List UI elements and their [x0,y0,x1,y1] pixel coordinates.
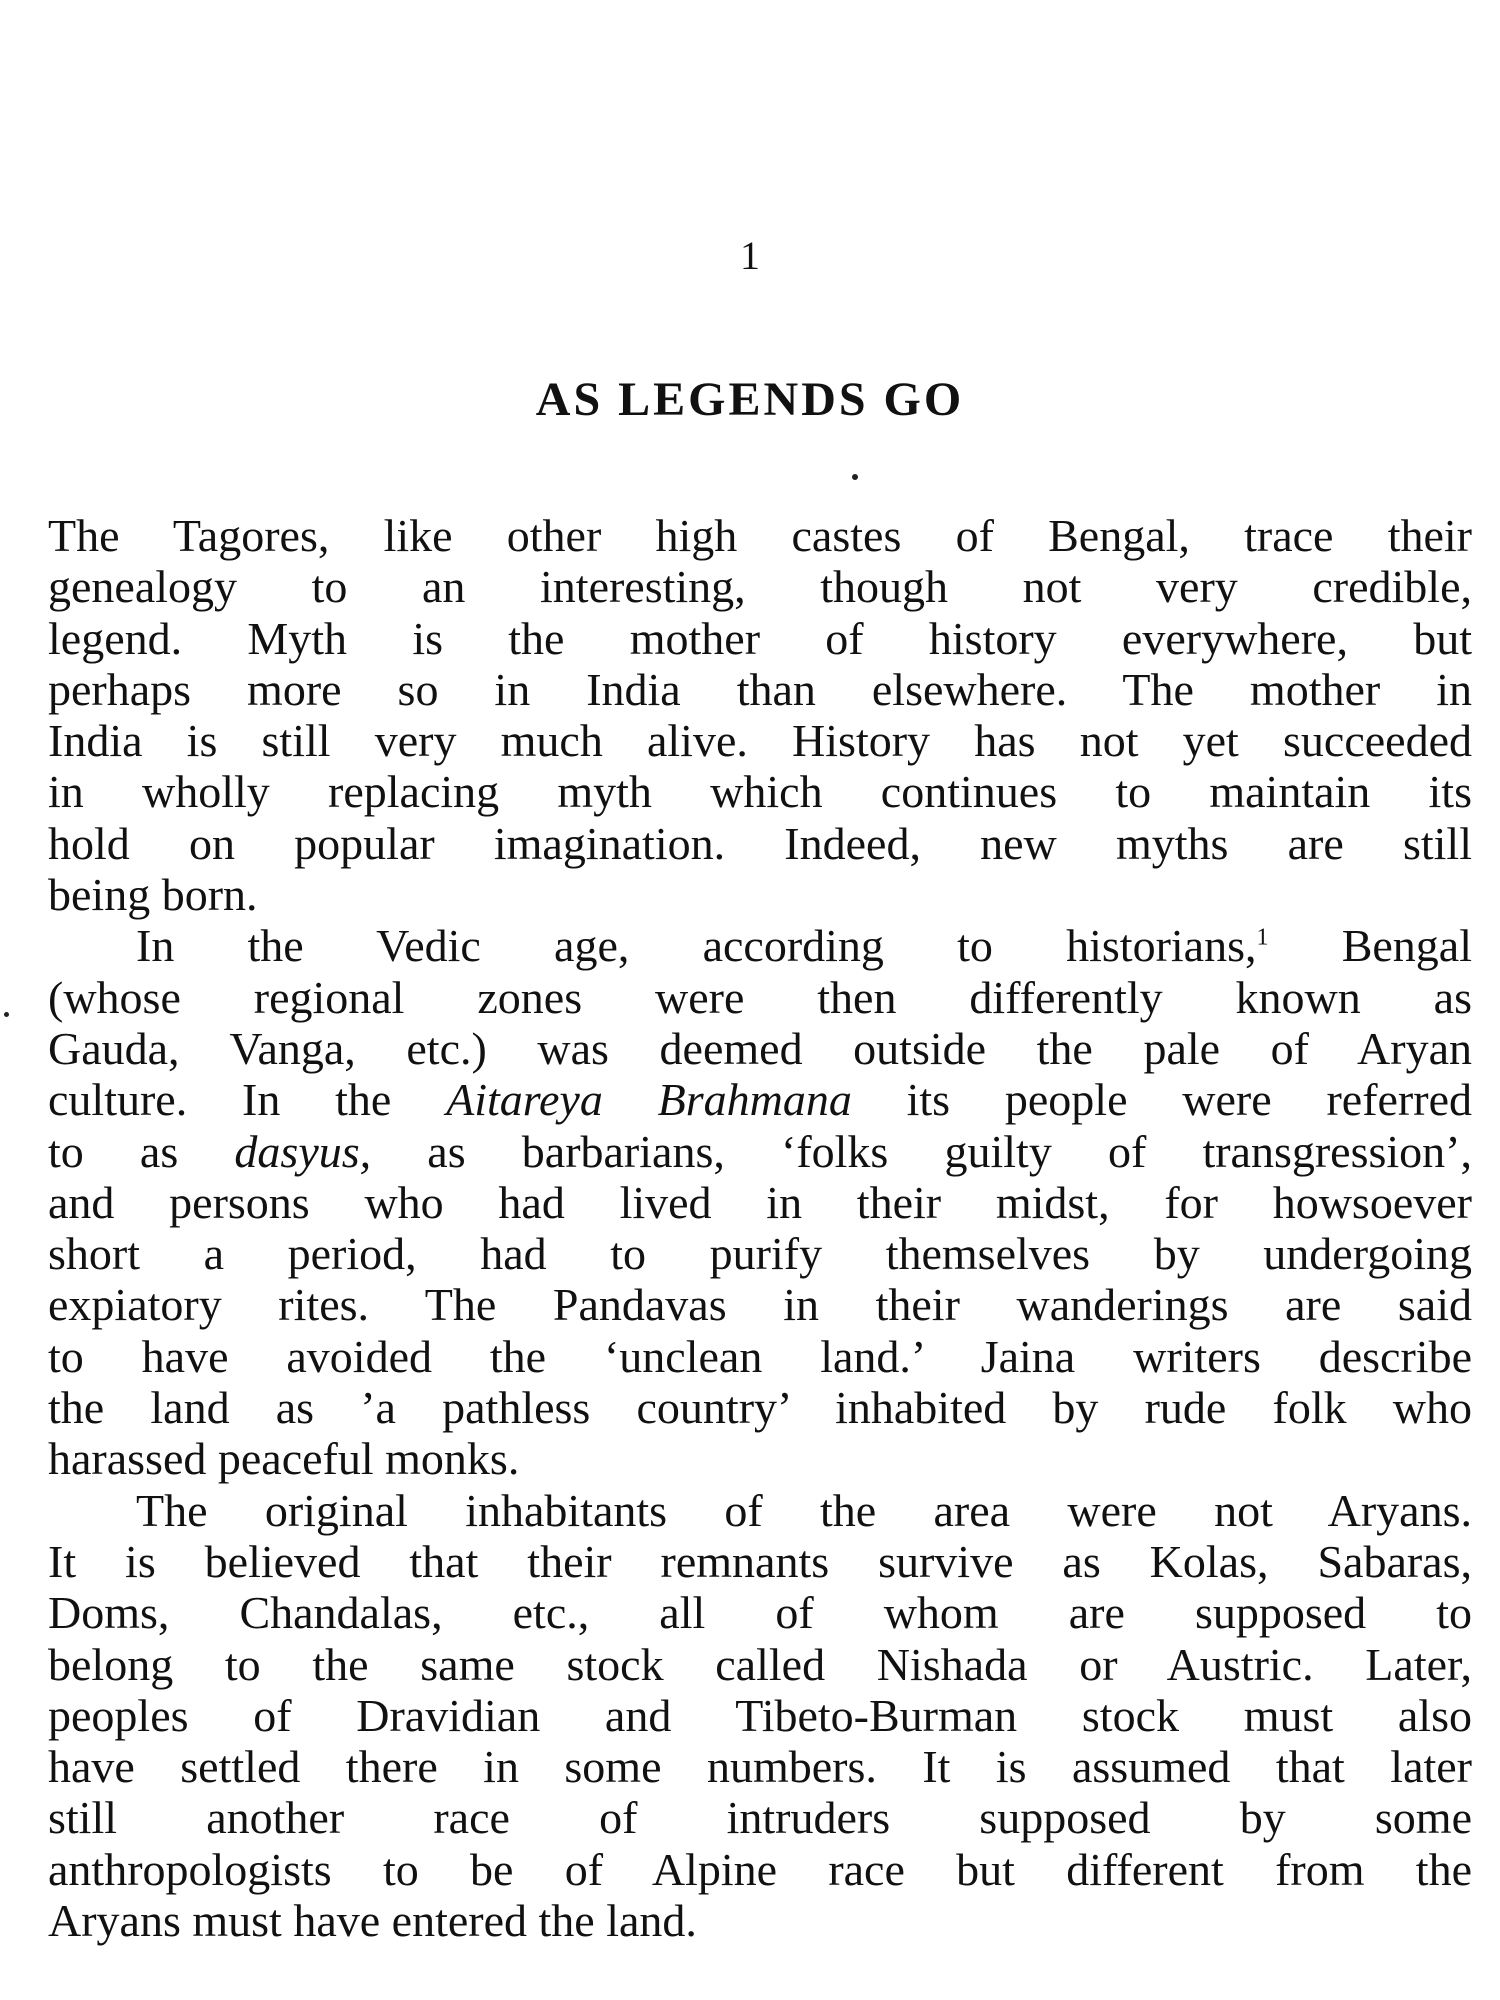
text-line [48,510,1472,561]
text-line [48,1228,1472,1279]
text-run: Aryans must have entered the land. [48,1895,697,1947]
text-run: In the Vedic age, according to historians, [136,920,1257,972]
text-run: Gauda, Vanga, etc.) was deemed outside the pale of Aryan [48,1022,1472,1074]
text-run: being born. [48,869,258,921]
text-run: anthropologists to be of Alpine race but different from the [48,1843,1472,1895]
text-line [48,1895,1472,1946]
text-line [48,1279,1472,1330]
text-line [48,1792,1472,1843]
text-line [48,1433,1472,1484]
text-line [48,1741,1472,1792]
text-line [48,715,1472,766]
text-run: the land as ’a pathless country’ inhabited by rude folk who [48,1382,1472,1434]
text-run: expiatory rites. The Pandavas in their wanderings are said [48,1279,1472,1331]
paragraph [48,920,1472,1484]
text-run: Doms, Chandalas, etc., all of whom are supposed to [48,1587,1472,1639]
text-run: The Tagores, like other high castes of Bengal, trace their [48,510,1472,561]
text-run: in wholly replacing myth which continues to maintain its [48,766,1472,818]
text-run: legend. Myth is the mother of history everywhere, but [48,612,1472,664]
chapter-number: 1 [740,233,760,278]
text-run: belong to the same stock called Nishada or Austric. Later, [48,1638,1472,1690]
paragraph [48,510,1472,920]
text-line [48,1382,1472,1433]
text-run: genealogy to an interesting, though not very credible, [48,561,1472,613]
text-run: Bengal [1268,920,1473,972]
print-speck [852,474,858,480]
text-line [48,664,1472,715]
text-run: It is believed that their remnants survive as Kolas, Sabaras, [48,1535,1472,1587]
text-line [48,920,1472,971]
text-run: as barbarians, ‘folks guilty of transgression’, [371,1125,1473,1177]
text-run: India is still very much alive. History has not yet succeeded [48,715,1472,767]
text-run: short a period, had to purify themselves by undergoing [48,1228,1472,1280]
text-run: perhaps more so in India than elsewhere. The mother in [48,663,1472,715]
italic-text: dasyus, [234,1125,372,1177]
italic-text: Aitareya Brahmana [446,1074,852,1126]
text-run: (whose regional zones were then differently known as [48,971,1472,1023]
text-line [48,766,1472,817]
text-run: The original inhabitants of the area were not Aryans. [136,1484,1472,1536]
text-line [48,1126,1472,1177]
text-line [48,972,1472,1023]
text-line [48,1074,1472,1125]
text-run: to have avoided the ‘unclean land.’ Jaina writers describe [48,1330,1472,1382]
text-line [48,1177,1472,1228]
text-run: harassed peaceful monks. [48,1433,520,1485]
text-line [48,561,1472,612]
footnote-marker: 1 [1256,925,1269,952]
text-line [48,869,1472,920]
text-run: hold on popular imagination. Indeed, new myths are still [48,817,1472,869]
body-text [48,510,1472,1946]
text-line [48,1639,1472,1690]
text-run: peoples of Dravidian and Tibeto-Burman stock must also [48,1689,1472,1741]
text-run: to as [48,1125,235,1177]
chapter-title: AS LEGENDS GO [535,373,965,426]
text-run: culture. In the [48,1074,447,1126]
text-line [48,613,1472,664]
print-speck [4,1012,9,1017]
text-line [48,1331,1472,1382]
paragraph [48,1485,1472,1947]
text-line [48,1023,1472,1074]
text-line [48,1536,1472,1587]
text-run: still another race of intruders supposed by some [48,1792,1472,1844]
text-line [48,1844,1472,1895]
text-run: its people were referred [851,1074,1472,1126]
text-line [48,818,1472,869]
text-run: and persons who had lived in their midst, for howsoever [48,1176,1472,1228]
text-run: have settled there in some numbers. It is assumed that later [48,1741,1472,1793]
text-line [48,1690,1472,1741]
text-line [48,1587,1472,1638]
text-line [48,1485,1472,1536]
